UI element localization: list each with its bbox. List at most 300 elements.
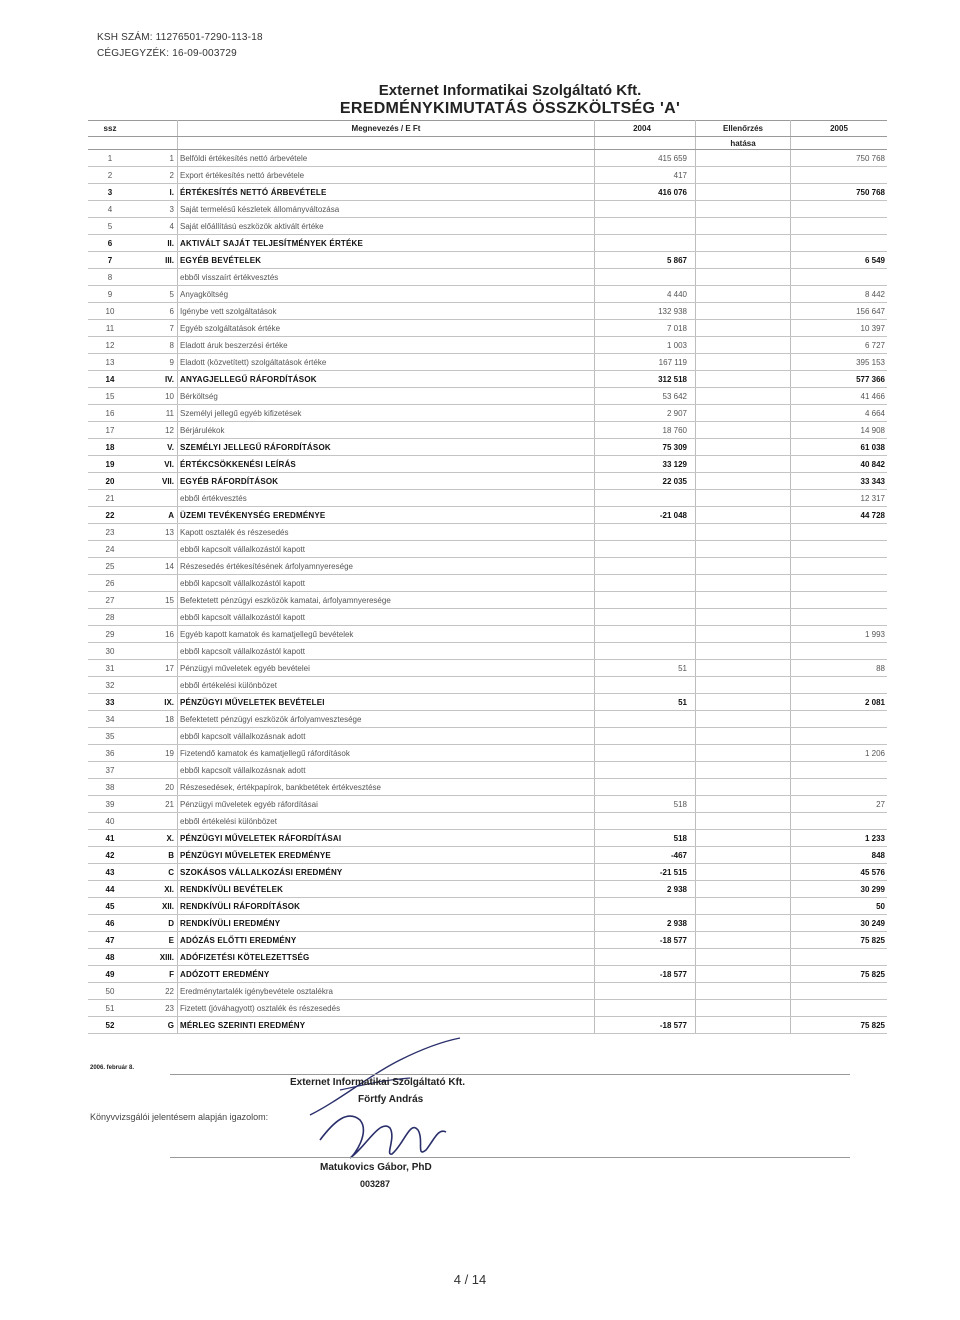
- row-check: [696, 694, 791, 711]
- row-name: ADÓFIZETÉSI KÖTELEZETTSÉG: [178, 949, 595, 966]
- row-value-2004: [595, 711, 696, 728]
- row-code: 16: [132, 626, 178, 643]
- row-value-2005: 75 825: [791, 932, 888, 949]
- row-number: 42: [88, 847, 132, 864]
- row-name: Eladott áruk beszerzési értéke: [178, 337, 595, 354]
- row-name: Kapott osztalék és részesedés: [178, 524, 595, 541]
- row-value-2005: 33 343: [791, 473, 888, 490]
- row-value-2004: [595, 779, 696, 796]
- row-value-2005: 750 768: [791, 184, 888, 201]
- row-name: PÉNZÜGYI MŰVELETEK EREDMÉNYE: [178, 847, 595, 864]
- row-name: ANYAGJELLEGŰ RÁFORDÍTÁSOK: [178, 371, 595, 388]
- row-number: 46: [88, 915, 132, 932]
- row-value-2005: 4 664: [791, 405, 888, 422]
- company-name: Externet Informatikai Szolgáltató Kft.: [378, 82, 642, 99]
- table-row: [88, 643, 887, 660]
- col-header-name: Megnevezés / E Ft: [178, 121, 595, 137]
- row-value-2005: 75 825: [791, 1017, 888, 1034]
- table-row: [88, 269, 887, 286]
- row-number: 19: [88, 456, 132, 473]
- row-value-2004: [595, 643, 696, 660]
- row-number: 2: [88, 167, 132, 184]
- row-name: PÉNZÜGYI MŰVELETEK BEVÉTELEI: [178, 694, 595, 711]
- row-check: [696, 524, 791, 541]
- row-check: [696, 949, 791, 966]
- row-value-2005: 50: [791, 898, 888, 915]
- table-row: [88, 898, 887, 915]
- row-value-2004: -21 048: [595, 507, 696, 524]
- row-check: [696, 762, 791, 779]
- row-value-2004: [595, 898, 696, 915]
- row-code: 10: [132, 388, 178, 405]
- row-code: I.: [132, 184, 178, 201]
- row-value-2004: [595, 626, 696, 643]
- row-check: [696, 575, 791, 592]
- row-value-2004: 312 518: [595, 371, 696, 388]
- row-code: XII.: [132, 898, 178, 915]
- table-row: [88, 558, 887, 575]
- row-value-2004: 4 440: [595, 286, 696, 303]
- row-value-2004: 415 659: [595, 150, 696, 167]
- table-row: [88, 541, 887, 558]
- row-name: ebből kapcsolt vállalkozásnak adott: [178, 728, 595, 745]
- row-name: Bérköltség: [178, 388, 595, 405]
- row-code: [132, 643, 178, 660]
- table-row: [88, 609, 887, 626]
- row-value-2005: 44 728: [791, 507, 888, 524]
- page-number: 4 / 14: [453, 1272, 487, 1287]
- row-code: 20: [132, 779, 178, 796]
- row-name: EGYÉB RÁFORDÍTÁSOK: [178, 473, 595, 490]
- row-check: [696, 388, 791, 405]
- row-number: 24: [88, 541, 132, 558]
- row-value-2005: 750 768: [791, 150, 888, 167]
- row-check: [696, 677, 791, 694]
- row-name: Anyagköltség: [178, 286, 595, 303]
- table-row: [88, 711, 887, 728]
- row-value-2004: [595, 269, 696, 286]
- row-number: 23: [88, 524, 132, 541]
- report-title: EREDMÉNYKIMUTATÁS ÖSSZKÖLTSÉG 'A': [339, 100, 681, 117]
- row-name: RENDKÍVÜLI EREDMÉNY: [178, 915, 595, 932]
- row-number: 25: [88, 558, 132, 575]
- row-name: ADÓZÁS ELŐTTI EREDMÉNY: [178, 932, 595, 949]
- row-value-2004: 22 035: [595, 473, 696, 490]
- table-row: [88, 150, 887, 167]
- row-value-2004: [595, 201, 696, 218]
- row-value-2004: [595, 949, 696, 966]
- row-value-2005: 395 153: [791, 354, 888, 371]
- row-value-2005: [791, 524, 888, 541]
- table-row: [88, 320, 887, 337]
- row-number: 16: [88, 405, 132, 422]
- row-value-2004: 417: [595, 167, 696, 184]
- row-number: 21: [88, 490, 132, 507]
- row-check: [696, 711, 791, 728]
- table-row: [88, 405, 887, 422]
- row-number: 6: [88, 235, 132, 252]
- row-value-2005: [791, 983, 888, 1000]
- row-value-2005: 848: [791, 847, 888, 864]
- row-code: 5: [132, 286, 178, 303]
- row-code: A: [132, 507, 178, 524]
- row-value-2004: 51: [595, 660, 696, 677]
- row-value-2005: 2 081: [791, 694, 888, 711]
- row-name: Export értékesítés nettó árbevétele: [178, 167, 595, 184]
- row-value-2005: [791, 235, 888, 252]
- table-row: [88, 337, 887, 354]
- row-value-2004: [595, 592, 696, 609]
- table-row: [88, 592, 887, 609]
- row-check: [696, 932, 791, 949]
- col-header-check-sub: hatása: [696, 137, 791, 150]
- row-code: 1: [132, 150, 178, 167]
- row-value-2005: [791, 711, 888, 728]
- row-check: [696, 813, 791, 830]
- row-value-2005: 30 299: [791, 881, 888, 898]
- row-name: SZEMÉLYI JELLEGŰ RÁFORDÍTÁSOK: [178, 439, 595, 456]
- signature-company: Externet Informatikai Szolgáltató Kft.: [290, 1077, 466, 1088]
- row-check: [696, 218, 791, 235]
- row-name: ADÓZOTT EREDMÉNY: [178, 966, 595, 983]
- row-value-2005: 40 842: [791, 456, 888, 473]
- row-check: [696, 507, 791, 524]
- row-name: ÉRTÉKCSÖKKENÉSI LEÍRÁS: [178, 456, 595, 473]
- row-value-2004: [595, 218, 696, 235]
- auditor-name: Matukovics Gábor, PhD: [320, 1162, 432, 1173]
- table-row: [88, 354, 887, 371]
- row-number: 39: [88, 796, 132, 813]
- row-check: [696, 303, 791, 320]
- auditor-note: Könyvvizsgálói jelentésem alapján igazolom:: [90, 1112, 269, 1122]
- table-row: [88, 796, 887, 813]
- table-row: [88, 966, 887, 983]
- row-check: [696, 660, 791, 677]
- row-value-2005: [791, 779, 888, 796]
- row-check: [696, 779, 791, 796]
- row-check: [696, 796, 791, 813]
- row-value-2005: [791, 167, 888, 184]
- row-check: [696, 252, 791, 269]
- table-row: [88, 830, 887, 847]
- row-value-2004: 5 867: [595, 252, 696, 269]
- row-code: [132, 490, 178, 507]
- row-check: [696, 167, 791, 184]
- row-value-2005: [791, 813, 888, 830]
- row-code: [132, 541, 178, 558]
- row-value-2004: 167 119: [595, 354, 696, 371]
- row-check: [696, 269, 791, 286]
- row-value-2004: -18 577: [595, 1017, 696, 1034]
- col-header-check: Ellenőrzés: [696, 121, 791, 137]
- row-number: 47: [88, 932, 132, 949]
- row-check: [696, 609, 791, 626]
- row-code: II.: [132, 235, 178, 252]
- row-value-2004: 75 309: [595, 439, 696, 456]
- table-row: [88, 983, 887, 1000]
- row-value-2005: [791, 728, 888, 745]
- row-value-2004: 53 642: [595, 388, 696, 405]
- row-number: 43: [88, 864, 132, 881]
- row-check: [696, 490, 791, 507]
- row-code: [132, 728, 178, 745]
- table-row: [88, 303, 887, 320]
- row-number: 15: [88, 388, 132, 405]
- row-code: 23: [132, 1000, 178, 1017]
- row-name: ebből visszaírt értékvesztés: [178, 269, 595, 286]
- row-value-2005: 156 647: [791, 303, 888, 320]
- row-number: 26: [88, 575, 132, 592]
- signature-line-1: [170, 1074, 850, 1075]
- row-value-2004: [595, 541, 696, 558]
- row-check: [696, 354, 791, 371]
- row-name: ebből értékvesztés: [178, 490, 595, 507]
- table-row: [88, 575, 887, 592]
- table-row: [88, 694, 887, 711]
- row-number: 1: [88, 150, 132, 167]
- table-row: [88, 847, 887, 864]
- row-value-2005: [791, 1000, 888, 1017]
- row-code: C: [132, 864, 178, 881]
- row-name: ebből kapcsolt vállalkozástól kapott: [178, 541, 595, 558]
- row-number: 52: [88, 1017, 132, 1034]
- row-value-2005: 27: [791, 796, 888, 813]
- row-name: Igénybe vett szolgáltatások: [178, 303, 595, 320]
- table-row: [88, 167, 887, 184]
- row-number: 49: [88, 966, 132, 983]
- row-value-2004: -18 577: [595, 966, 696, 983]
- row-value-2005: [791, 201, 888, 218]
- row-code: D: [132, 915, 178, 932]
- table-row: [88, 881, 887, 898]
- row-code: X.: [132, 830, 178, 847]
- row-value-2005: 41 466: [791, 388, 888, 405]
- row-value-2005: [791, 218, 888, 235]
- row-value-2004: 18 760: [595, 422, 696, 439]
- row-check: [696, 626, 791, 643]
- row-check: [696, 728, 791, 745]
- table-row: [88, 745, 887, 762]
- row-number: 31: [88, 660, 132, 677]
- row-check: [696, 745, 791, 762]
- row-value-2005: 61 038: [791, 439, 888, 456]
- table-row: [88, 932, 887, 949]
- row-number: 20: [88, 473, 132, 490]
- row-check: [696, 966, 791, 983]
- row-number: 44: [88, 881, 132, 898]
- row-value-2004: -18 577: [595, 932, 696, 949]
- row-check: [696, 320, 791, 337]
- row-code: V.: [132, 439, 178, 456]
- row-value-2005: [791, 949, 888, 966]
- table-row: [88, 762, 887, 779]
- row-check: [696, 201, 791, 218]
- row-value-2004: [595, 609, 696, 626]
- row-check: [696, 898, 791, 915]
- row-check: [696, 643, 791, 660]
- row-number: 28: [88, 609, 132, 626]
- table-header-row: [88, 121, 887, 137]
- table-row: [88, 252, 887, 269]
- row-code: 19: [132, 745, 178, 762]
- table-row: [88, 864, 887, 881]
- company-registry-number: CÉGJEGYZÉK: 16-09-003729: [97, 48, 237, 59]
- row-code: 15: [132, 592, 178, 609]
- table-row: [88, 371, 887, 388]
- row-check: [696, 439, 791, 456]
- row-name: Egyéb kapott kamatok és kamatjellegű bevételek: [178, 626, 595, 643]
- col-header-code: [132, 121, 178, 137]
- row-code: 6: [132, 303, 178, 320]
- row-check: [696, 456, 791, 473]
- row-number: 8: [88, 269, 132, 286]
- row-number: 40: [88, 813, 132, 830]
- row-value-2005: 30 249: [791, 915, 888, 932]
- row-value-2004: 518: [595, 830, 696, 847]
- row-number: 7: [88, 252, 132, 269]
- row-name: ÉRTÉKESÍTÉS NETTÓ ÁRBEVÉTELE: [178, 184, 595, 201]
- row-code: G: [132, 1017, 178, 1034]
- row-value-2004: 132 938: [595, 303, 696, 320]
- table-row: [88, 184, 887, 201]
- table-row: [88, 1017, 887, 1034]
- row-number: 34: [88, 711, 132, 728]
- row-value-2004: [595, 762, 696, 779]
- row-value-2004: [595, 983, 696, 1000]
- table-row: [88, 524, 887, 541]
- row-number: 41: [88, 830, 132, 847]
- row-check: [696, 830, 791, 847]
- row-value-2004: [595, 745, 696, 762]
- row-number: 12: [88, 337, 132, 354]
- table-row: [88, 456, 887, 473]
- table-row: [88, 286, 887, 303]
- row-value-2004: 2 938: [595, 881, 696, 898]
- row-code: VI.: [132, 456, 178, 473]
- row-name: ebből kapcsolt vállalkozástól kapott: [178, 575, 595, 592]
- signature-line-2: [170, 1157, 850, 1158]
- table-row: [88, 507, 887, 524]
- auditor-id: 003287: [360, 1179, 391, 1189]
- row-code: B: [132, 847, 178, 864]
- table-row: [88, 660, 887, 677]
- col-header-ssz: ssz: [88, 121, 132, 137]
- row-value-2004: [595, 677, 696, 694]
- row-value-2005: [791, 592, 888, 609]
- row-value-2004: 518: [595, 796, 696, 813]
- row-name: Fizetendő kamatok és kamatjellegű ráfordítások: [178, 745, 595, 762]
- row-code: IX.: [132, 694, 178, 711]
- row-check: [696, 337, 791, 354]
- row-name: Egyéb szolgáltatások értéke: [178, 320, 595, 337]
- table-subheader-row: [88, 137, 887, 150]
- row-name: ebből kapcsolt vállalkozástól kapott: [178, 609, 595, 626]
- row-code: 21: [132, 796, 178, 813]
- row-code: 17: [132, 660, 178, 677]
- row-check: [696, 558, 791, 575]
- row-number: 30: [88, 643, 132, 660]
- row-name: ÜZEMI TEVÉKENYSÉG EREDMÉNYE: [178, 507, 595, 524]
- row-value-2005: 12 317: [791, 490, 888, 507]
- row-number: 37: [88, 762, 132, 779]
- row-number: 14: [88, 371, 132, 388]
- row-value-2004: -467: [595, 847, 696, 864]
- row-code: 11: [132, 405, 178, 422]
- row-name: Pénzügyi műveletek egyéb bevételei: [178, 660, 595, 677]
- row-value-2005: 1 206: [791, 745, 888, 762]
- row-name: SZOKÁSOS VÁLLALKOZÁSI EREDMÉNY: [178, 864, 595, 881]
- row-check: [696, 915, 791, 932]
- row-code: 4: [132, 218, 178, 235]
- col-header-2004: 2004: [595, 121, 696, 137]
- table-row: [88, 473, 887, 490]
- row-value-2005: 10 397: [791, 320, 888, 337]
- row-code: 2: [132, 167, 178, 184]
- row-name: RENDKÍVÜLI RÁFORDÍTÁSOK: [178, 898, 595, 915]
- row-number: 9: [88, 286, 132, 303]
- row-code: E: [132, 932, 178, 949]
- row-value-2005: 75 825: [791, 966, 888, 983]
- row-code: [132, 813, 178, 830]
- row-code: 8: [132, 337, 178, 354]
- row-number: 51: [88, 1000, 132, 1017]
- row-value-2005: [791, 269, 888, 286]
- row-name: Saját termelésű készletek állományváltozása: [178, 201, 595, 218]
- table-row: [88, 218, 887, 235]
- row-check: [696, 1017, 791, 1034]
- row-code: IV.: [132, 371, 178, 388]
- row-value-2004: 2 907: [595, 405, 696, 422]
- row-number: 10: [88, 303, 132, 320]
- row-number: 11: [88, 320, 132, 337]
- row-name: MÉRLEG SZERINTI EREDMÉNY: [178, 1017, 595, 1034]
- row-code: III.: [132, 252, 178, 269]
- table-row: [88, 779, 887, 796]
- row-name: Eredménytartalék igénybevétele osztalékra: [178, 983, 595, 1000]
- row-value-2005: 8 442: [791, 286, 888, 303]
- row-code: XI.: [132, 881, 178, 898]
- row-name: Befektetett pénzügyi eszközök kamatai, árfolyamnyeresége: [178, 592, 595, 609]
- row-name: ebből kapcsolt vállalkozásnak adott: [178, 762, 595, 779]
- row-value-2005: 14 908: [791, 422, 888, 439]
- row-code: 13: [132, 524, 178, 541]
- table-row: [88, 677, 887, 694]
- row-value-2005: [791, 609, 888, 626]
- row-check: [696, 881, 791, 898]
- row-number: 22: [88, 507, 132, 524]
- row-value-2005: [791, 677, 888, 694]
- row-value-2005: 6 727: [791, 337, 888, 354]
- row-number: 5: [88, 218, 132, 235]
- row-check: [696, 983, 791, 1000]
- row-name: ebből értékelési különbözet: [178, 677, 595, 694]
- row-number: 32: [88, 677, 132, 694]
- row-number: 29: [88, 626, 132, 643]
- row-check: [696, 184, 791, 201]
- row-code: [132, 575, 178, 592]
- row-number: 48: [88, 949, 132, 966]
- row-name: PÉNZÜGYI MŰVELETEK RÁFORDÍTÁSAI: [178, 830, 595, 847]
- table-row: [88, 949, 887, 966]
- row-code: 18: [132, 711, 178, 728]
- row-check: [696, 864, 791, 881]
- row-check: [696, 405, 791, 422]
- row-number: 3: [88, 184, 132, 201]
- table-row: [88, 915, 887, 932]
- row-name: Fizetett (jóváhagyott) osztalék és részesedés: [178, 1000, 595, 1017]
- row-code: [132, 269, 178, 286]
- row-value-2005: [791, 575, 888, 592]
